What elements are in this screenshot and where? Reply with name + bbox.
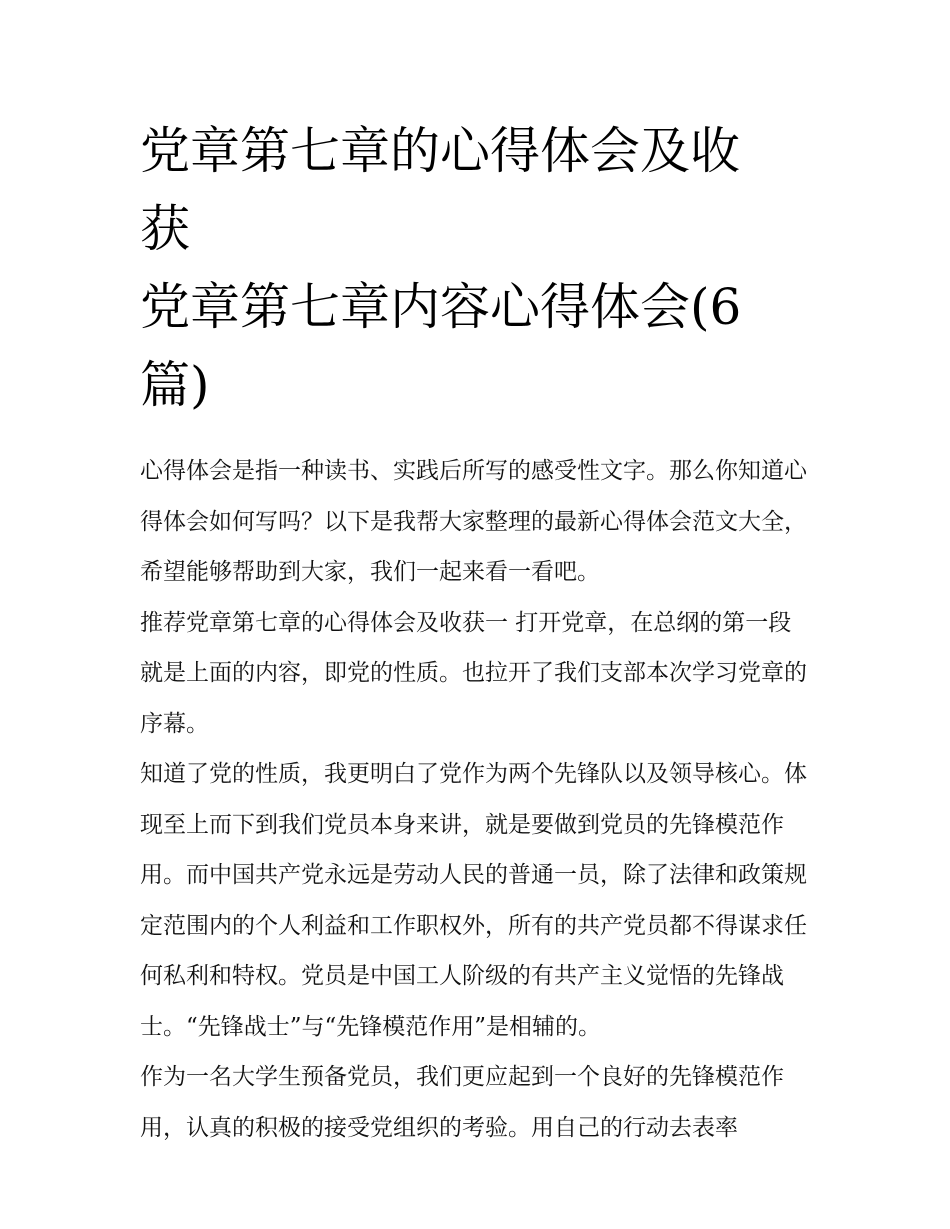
paragraph-party-nature: 知道了党的性质，我更明白了党作为两个先锋队以及领导核心。体现至上而下到我们党员本身来讲，就是要做到党员的先锋模范作用。而中国共产党永远是劳动人民的普通一员，除了法律和政策规定范围内的个人利益和工作职权外，所有的共产党员都不得谋求任何私利和特权。党员是中国工人阶级的有共产主义觉悟的先锋战士。“先锋战士”与“先锋模范作用”是相辅的。 [140, 761, 807, 1040]
document-body [140, 446, 815, 1153]
title-line-3: 篇) [140, 356, 210, 414]
title-line-2: 党章第七章内容心得体会(6 [140, 278, 742, 336]
paragraph-recommend: 推荐党章第七章的心得体会及收获一 打开党章，在总纲的第一段就是上面的内容，即党的性质。也拉开了我们支部本次学习党章的序幕。 [140, 609, 807, 737]
document-title [140, 112, 780, 424]
paragraph-student-member: 作为一名大学生预备党员，我们更应起到一个良好的先锋模范作用，认真的积极的接受党组织的考验。用自己的行动去表率 [140, 1064, 784, 1141]
paragraph-intro: 心得体会是指一种读书、实践后所写的感受性文字。那么你知道心得体会如何写吗？以下是我帮大家整理的最新心得体会范文大全，希望能够帮助到大家，我们一起来看一看吧。 [140, 458, 807, 585]
title-line-1: 党章第七章的心得体会及收获 [140, 122, 740, 258]
document-content [140, 112, 815, 1153]
